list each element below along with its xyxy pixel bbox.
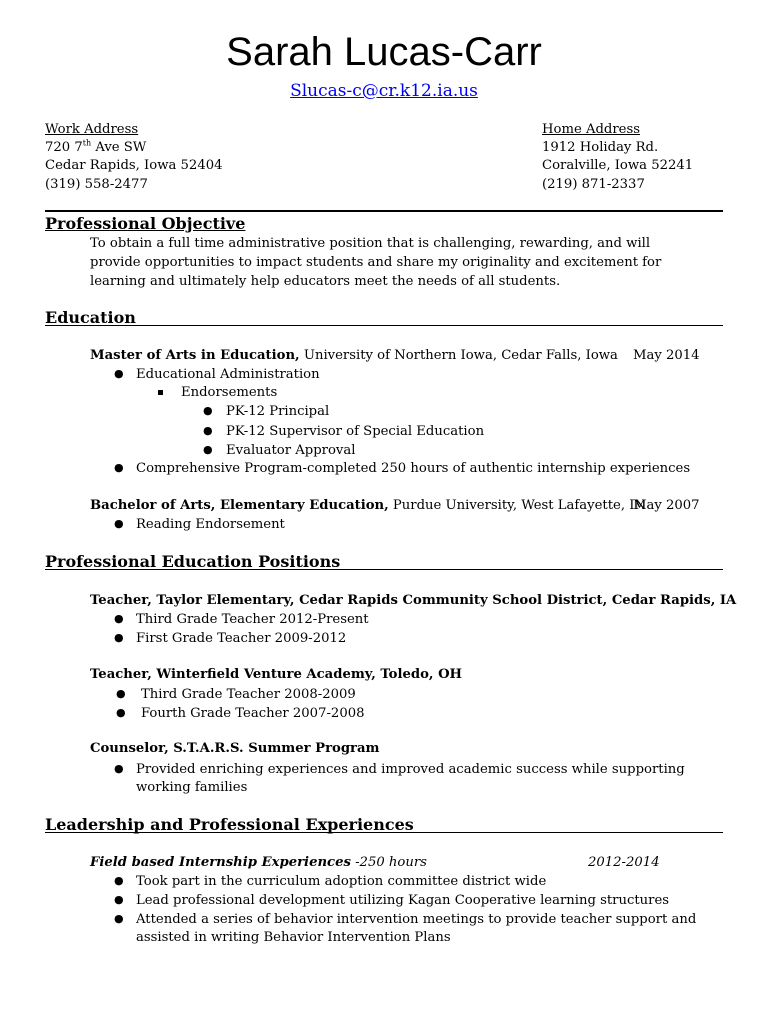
work-address-phone: (319) 558-2477 (45, 177, 148, 192)
bullet-icon: ● (114, 461, 124, 474)
masters-endorsements: Endorsements (181, 385, 278, 400)
masters-item-admin: Educational Administration (136, 367, 320, 382)
home-address-heading: Home Address (542, 122, 640, 137)
job-stars-title: Counselor, S.T.A.R.S. Summer Program (90, 741, 380, 756)
bullet-icon: ● (114, 612, 124, 625)
masters-date: May 2014 (633, 348, 700, 363)
masters-degree: Master of Arts in Education, (90, 348, 300, 363)
square-bullet-icon (158, 390, 163, 395)
leadership-item-curriculum: Took part in the curriculum adoption committee district wide (136, 874, 547, 889)
bullet-icon: ● (203, 443, 213, 456)
bullet-icon: ● (114, 762, 124, 775)
bachelors-item-reading: Reading Endorsement (136, 517, 285, 532)
bachelors-date: May 2007 (633, 498, 700, 513)
bachelors-line (90, 497, 646, 515)
home-address-phone: (219) 871-2337 (542, 177, 645, 192)
work-street-rest: Ave SW (91, 140, 147, 155)
header-divider (45, 210, 723, 212)
bullet-icon: ● (114, 367, 124, 380)
bachelors-school: Purdue University, West Lafayette, IN (388, 498, 646, 513)
work-address-street (45, 139, 146, 157)
job-taylor-title: Teacher, Taylor Elementary, Cedar Rapids Community School District, Cedar Rapids, IA (90, 593, 737, 608)
bullet-icon: ● (114, 631, 124, 644)
job-winterfield-title: Teacher, Winterfield Venture Academy, Toledo, OH (90, 667, 463, 682)
email-link[interactable]: Slucas-c@cr.k12.ia.us (290, 81, 478, 101)
leadership-item-kagan: Lead professional development utilizing Kagan Cooperative learning structures (136, 893, 670, 908)
home-address-city: Coralville, Iowa 52241 (542, 158, 694, 173)
masters-school: University of Northern Iowa, Cedar Falls, Iowa (299, 348, 618, 363)
education-heading: Education (45, 308, 136, 327)
internship-hours: -250 hours (350, 855, 427, 870)
endorsement-principal: PK-12 Principal (226, 404, 330, 419)
endorsement-special-ed: PK-12 Supervisor of Special Education (226, 424, 485, 439)
internship-line (90, 854, 427, 872)
bachelors-degree: Bachelor of Arts, Elementary Education, (90, 498, 389, 513)
education-rule (45, 325, 723, 326)
bullet-icon: ● (114, 874, 124, 887)
internship-label: Field based Internship Experiences (90, 855, 351, 870)
bullet-icon: ● (114, 517, 124, 530)
job-winterfield-item-third: Third Grade Teacher 2008-2009 (141, 687, 356, 702)
job-taylor-item-third: Third Grade Teacher 2012-Present (136, 612, 369, 627)
bullet-icon: ● (203, 424, 213, 437)
job-stars-item: Provided enriching experiences and improved academic success while supporting working families (136, 762, 685, 795)
bullet-icon: ● (203, 404, 213, 417)
masters-item-program: Comprehensive Program-completed 250 hours of authentic internship experiences (136, 461, 691, 476)
work-street-suffix: th (82, 138, 92, 148)
bullet-icon: ● (114, 893, 124, 906)
job-taylor-item-first: First Grade Teacher 2009-2012 (136, 631, 347, 646)
endorsement-evaluator: Evaluator Approval (226, 443, 356, 458)
leadership-rule (45, 832, 723, 833)
positions-heading: Professional Education Positions (45, 552, 341, 571)
bullet-icon: ● (116, 687, 126, 700)
leadership-item-behavior: Attended a series of behavior intervention meetings to provide teacher support and assisted in writing Behavior Intervention Plans (136, 912, 697, 945)
job-winterfield-item-fourth: Fourth Grade Teacher 2007-2008 (141, 706, 365, 721)
internship-date: 2012-2014 (588, 855, 660, 870)
work-street-number: 720 7 (45, 140, 83, 155)
objective-heading: Professional Objective (45, 214, 246, 233)
bullet-icon: ● (116, 706, 126, 719)
objective-text: To obtain a full time administrative position that is challenging, rewarding, and will provide opportunities to impact students and share my originality and excitement for learning and ultimately help educators meet the needs of all students. (90, 236, 662, 289)
positions-rule (45, 569, 723, 570)
bullet-icon: ● (114, 912, 124, 925)
home-address-street: 1912 Holiday Rd. (542, 140, 659, 155)
masters-line (90, 347, 618, 365)
work-address-heading: Work Address (45, 122, 139, 137)
leadership-heading: Leadership and Professional Experiences (45, 815, 414, 834)
resume-name: Sarah Lucas-Carr (226, 30, 542, 74)
work-address-city: Cedar Rapids, Iowa 52404 (45, 158, 223, 173)
